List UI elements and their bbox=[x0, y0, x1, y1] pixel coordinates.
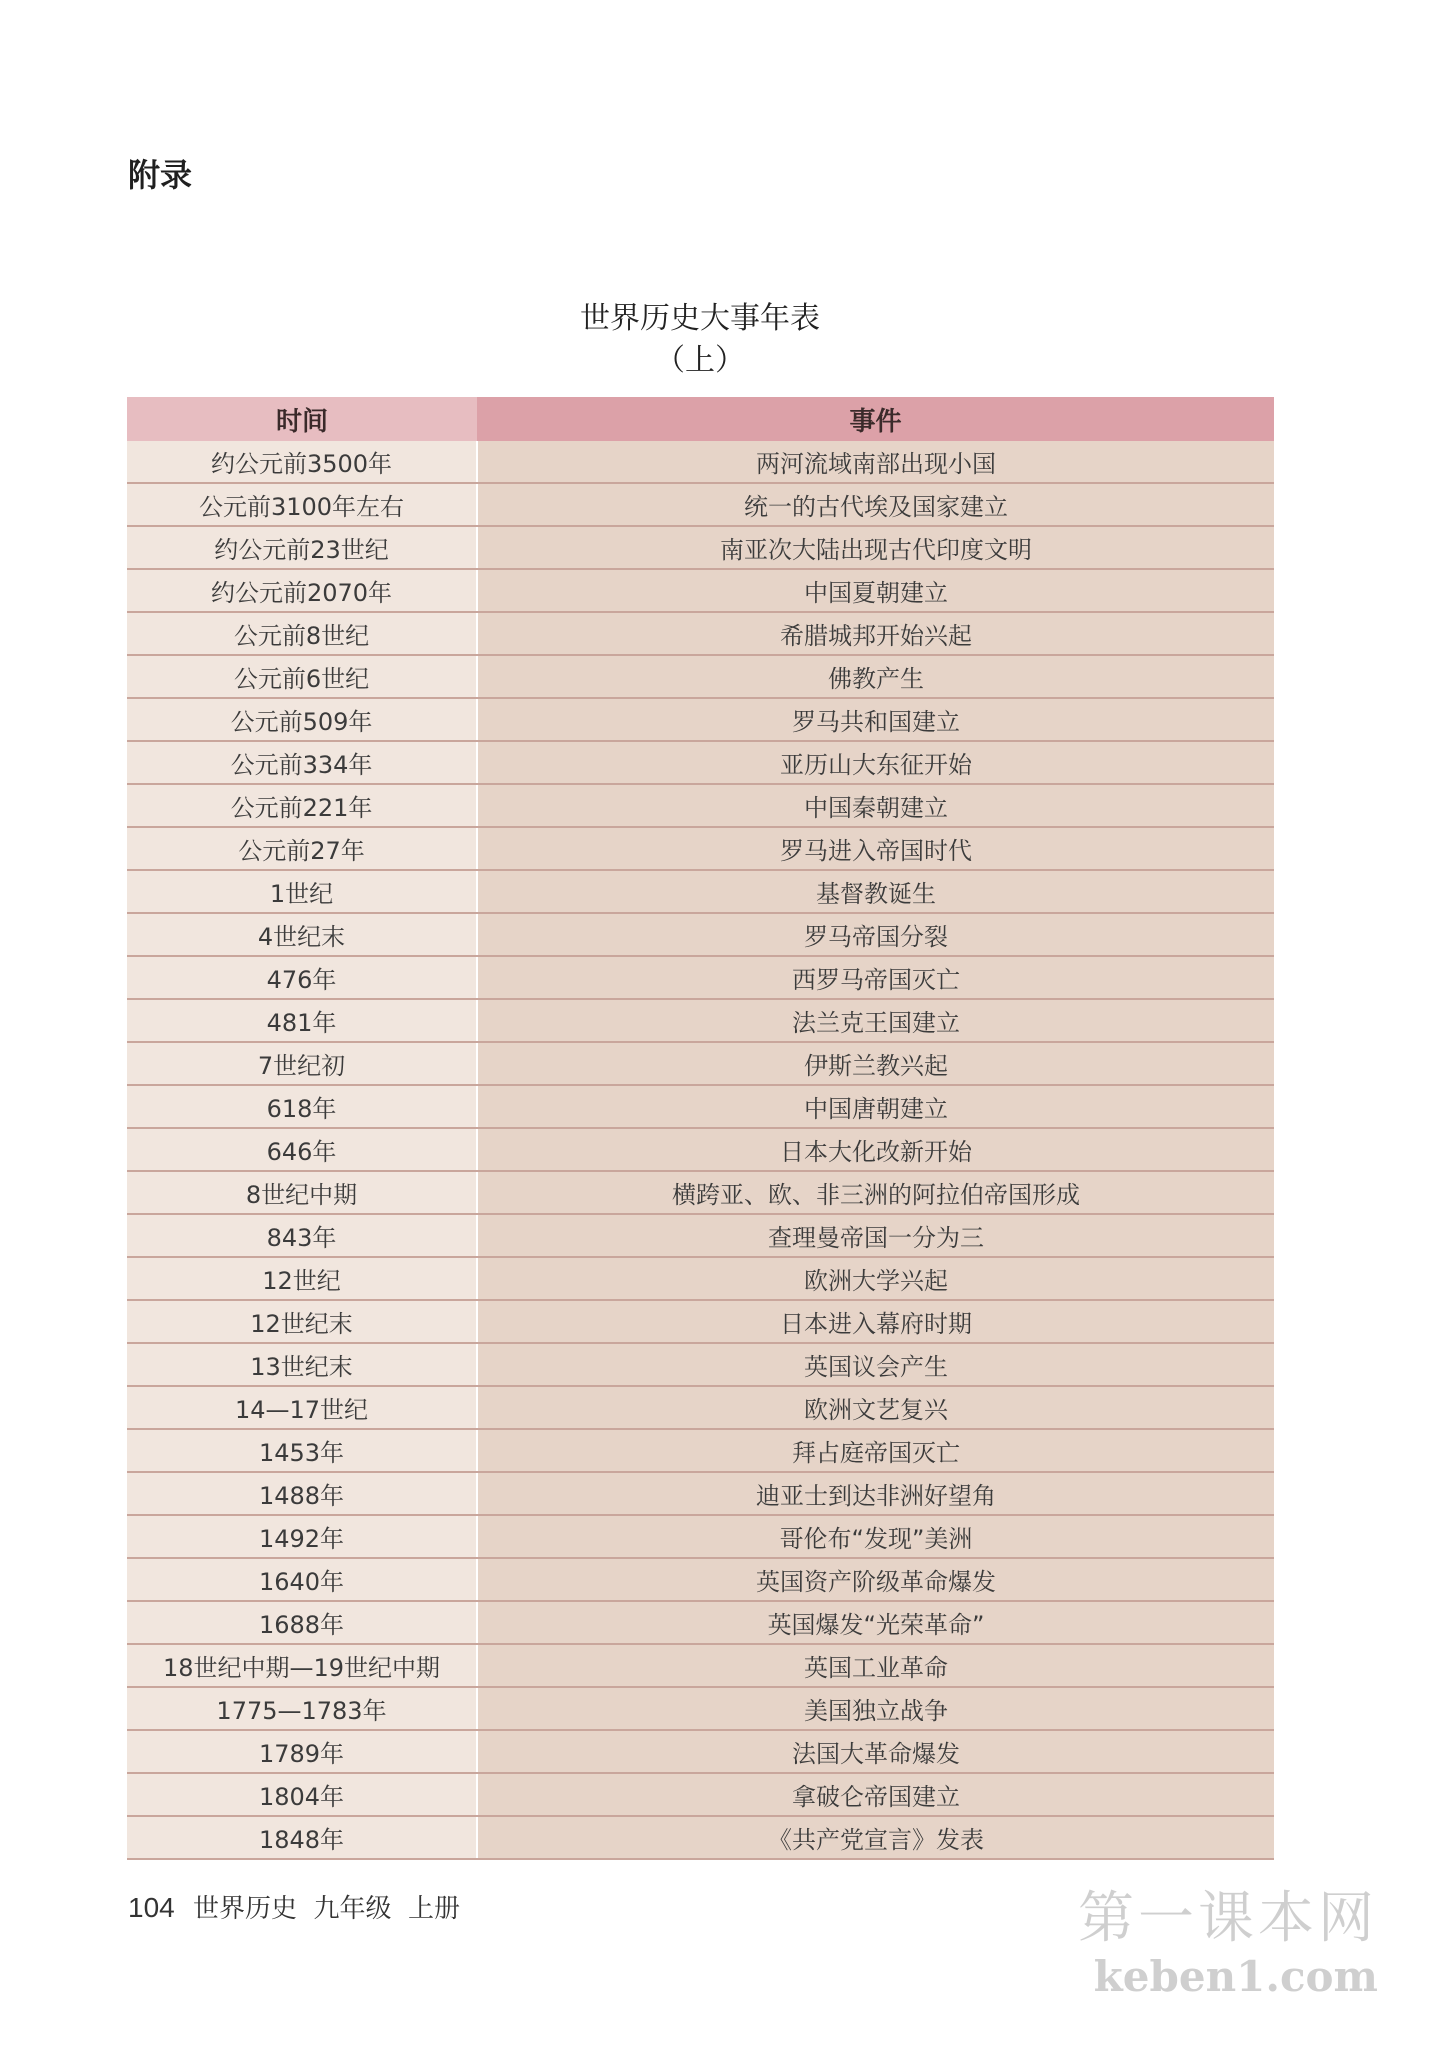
event-cell: 罗马进入帝国时代 bbox=[477, 827, 1274, 870]
event-cell: 希腊城邦开始兴起 bbox=[477, 612, 1274, 655]
page-footer bbox=[128, 1888, 460, 1925]
event-cell: 罗马共和国建立 bbox=[477, 698, 1274, 741]
header-time: 时间 bbox=[127, 397, 477, 441]
time-cell: 18世纪中期—19世纪中期 bbox=[127, 1644, 477, 1687]
event-cell: 拜占庭帝国灭亡 bbox=[477, 1429, 1274, 1472]
time-cell: 公元前8世纪 bbox=[127, 612, 477, 655]
book-title: 世界历史 九年级 上册 bbox=[192, 1894, 461, 1924]
time-cell: 约公元前3500年 bbox=[127, 441, 477, 483]
time-cell: 1488年 bbox=[127, 1472, 477, 1515]
time-cell: 约公元前2070年 bbox=[127, 569, 477, 612]
event-cell: 伊斯兰教兴起 bbox=[477, 1042, 1274, 1085]
time-cell: 公元前221年 bbox=[127, 784, 477, 827]
time-cell: 618年 bbox=[127, 1085, 477, 1128]
table-row bbox=[127, 1085, 1274, 1128]
time-cell: 13世纪末 bbox=[127, 1343, 477, 1386]
event-cell: 南亚次大陆出现古代印度文明 bbox=[477, 526, 1274, 569]
watermark bbox=[1078, 1885, 1378, 2003]
table-row bbox=[127, 1214, 1274, 1257]
time-cell: 约公元前23世纪 bbox=[127, 526, 477, 569]
table-header-row bbox=[127, 397, 1274, 441]
table-row bbox=[127, 1601, 1274, 1644]
event-cell: 中国唐朝建立 bbox=[477, 1085, 1274, 1128]
event-cell: 基督教诞生 bbox=[477, 870, 1274, 913]
time-cell: 1775—1783年 bbox=[127, 1687, 477, 1730]
time-cell: 8世纪中期 bbox=[127, 1171, 477, 1214]
time-cell: 843年 bbox=[127, 1214, 477, 1257]
table-row bbox=[127, 1257, 1274, 1300]
watermark-chinese: 第一课本网 bbox=[1078, 1886, 1378, 1951]
event-cell: 横跨亚、欧、非三洲的阿拉伯帝国形成 bbox=[477, 1171, 1274, 1214]
event-cell: 罗马帝国分裂 bbox=[477, 913, 1274, 956]
event-cell: 法兰克王国建立 bbox=[477, 999, 1274, 1042]
event-cell: 统一的古代埃及国家建立 bbox=[477, 483, 1274, 526]
table-row bbox=[127, 698, 1274, 741]
table-row bbox=[127, 1343, 1274, 1386]
event-cell: 查理曼帝国一分为三 bbox=[477, 1214, 1274, 1257]
table-row bbox=[127, 1644, 1274, 1687]
table-row bbox=[127, 1472, 1274, 1515]
table-row bbox=[127, 1386, 1274, 1429]
event-cell: 两河流域南部出现小国 bbox=[477, 441, 1274, 483]
table-row bbox=[127, 1730, 1274, 1773]
table-row bbox=[127, 1042, 1274, 1085]
event-cell: 英国资产阶级革命爆发 bbox=[477, 1558, 1274, 1601]
table-row bbox=[127, 526, 1274, 569]
event-cell: 哥伦布“发现”美洲 bbox=[477, 1515, 1274, 1558]
table-row bbox=[127, 569, 1274, 612]
table-row bbox=[127, 741, 1274, 784]
event-cell: 日本大化改新开始 bbox=[477, 1128, 1274, 1171]
time-cell: 1789年 bbox=[127, 1730, 477, 1773]
time-cell: 12世纪末 bbox=[127, 1300, 477, 1343]
table-row bbox=[127, 1687, 1274, 1730]
event-cell: 迪亚士到达非洲好望角 bbox=[477, 1472, 1274, 1515]
chronology-table bbox=[127, 397, 1274, 1860]
time-cell: 1492年 bbox=[127, 1515, 477, 1558]
event-cell: 英国议会产生 bbox=[477, 1343, 1274, 1386]
time-cell: 7世纪初 bbox=[127, 1042, 477, 1085]
time-cell: 4世纪末 bbox=[127, 913, 477, 956]
time-cell: 公元前509年 bbox=[127, 698, 477, 741]
event-cell: 法国大革命爆发 bbox=[477, 1730, 1274, 1773]
table-row bbox=[127, 1773, 1274, 1816]
time-cell: 1848年 bbox=[127, 1816, 477, 1859]
page-title: 世界历史大事年表 bbox=[580, 301, 820, 336]
event-cell: 亚历山大东征开始 bbox=[477, 741, 1274, 784]
event-cell: 西罗马帝国灭亡 bbox=[477, 956, 1274, 999]
time-cell: 481年 bbox=[127, 999, 477, 1042]
event-cell: 英国工业革命 bbox=[477, 1644, 1274, 1687]
table-row bbox=[127, 483, 1274, 526]
table-row bbox=[127, 913, 1274, 956]
event-cell: 日本进入幕府时期 bbox=[477, 1300, 1274, 1343]
table-row bbox=[127, 1558, 1274, 1601]
table-row bbox=[127, 1429, 1274, 1472]
time-cell: 公元前3100年左右 bbox=[127, 483, 477, 526]
event-cell: 英国爆发“光荣革命” bbox=[477, 1601, 1274, 1644]
event-cell: 欧洲文艺复兴 bbox=[477, 1386, 1274, 1429]
page-number: 104 bbox=[128, 1892, 175, 1923]
time-cell: 1804年 bbox=[127, 1773, 477, 1816]
time-cell: 1453年 bbox=[127, 1429, 477, 1472]
table-row bbox=[127, 956, 1274, 999]
time-cell: 476年 bbox=[127, 956, 477, 999]
table-row bbox=[127, 1300, 1274, 1343]
time-cell: 646年 bbox=[127, 1128, 477, 1171]
time-cell: 1688年 bbox=[127, 1601, 477, 1644]
table-row bbox=[127, 655, 1274, 698]
event-cell: 美国独立战争 bbox=[477, 1687, 1274, 1730]
event-cell: 中国夏朝建立 bbox=[477, 569, 1274, 612]
table-row bbox=[127, 1171, 1274, 1214]
event-cell: 《共产党宣言》发表 bbox=[477, 1816, 1274, 1859]
table-row bbox=[127, 827, 1274, 870]
table-row bbox=[127, 612, 1274, 655]
event-cell: 中国秦朝建立 bbox=[477, 784, 1274, 827]
table-row bbox=[127, 1128, 1274, 1171]
table-row bbox=[127, 441, 1274, 483]
event-cell: 拿破仑帝国建立 bbox=[477, 1773, 1274, 1816]
appendix-label: 附录 bbox=[128, 156, 193, 194]
table-row bbox=[127, 870, 1274, 913]
time-cell: 12世纪 bbox=[127, 1257, 477, 1300]
watermark-url: keben1.com bbox=[1093, 1952, 1378, 2002]
header-event: 事件 bbox=[477, 397, 1274, 441]
event-cell: 佛教产生 bbox=[477, 655, 1274, 698]
time-cell: 1640年 bbox=[127, 1558, 477, 1601]
time-cell: 14—17世纪 bbox=[127, 1386, 477, 1429]
time-cell: 公元前27年 bbox=[127, 827, 477, 870]
table-body bbox=[127, 441, 1274, 1859]
time-cell: 公元前334年 bbox=[127, 741, 477, 784]
time-cell: 公元前6世纪 bbox=[127, 655, 477, 698]
time-cell: 1世纪 bbox=[127, 870, 477, 913]
event-cell: 欧洲大学兴起 bbox=[477, 1257, 1274, 1300]
table-row bbox=[127, 999, 1274, 1042]
table-row bbox=[127, 1816, 1274, 1859]
table-row bbox=[127, 1515, 1274, 1558]
page-subtitle: （上） bbox=[655, 343, 745, 378]
table-row bbox=[127, 784, 1274, 827]
